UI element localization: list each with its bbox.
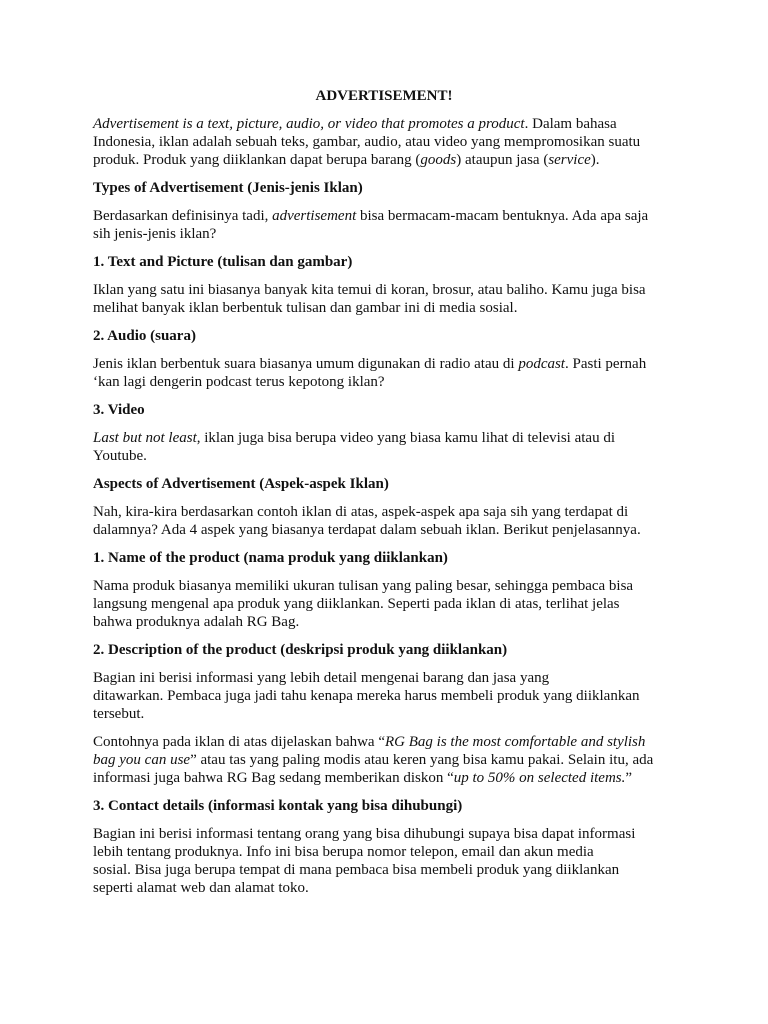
paragraph-line bbox=[93, 843, 594, 861]
section-heading bbox=[93, 179, 363, 197]
text-run: bahwa produknya adalah RG Bag. bbox=[93, 614, 300, 630]
italic-text: bag you can use bbox=[93, 752, 191, 768]
paragraph-line bbox=[93, 861, 619, 879]
section-heading bbox=[93, 401, 145, 419]
text-run: Indonesia, iklan adalah sebuah teks, gambar, audio, atau video yang mempromosikan suatu bbox=[93, 134, 641, 150]
section-heading bbox=[93, 475, 389, 493]
text-run: Types of Advertisement (Jenis-jenis Iklan) bbox=[93, 180, 363, 196]
text-run: melihat banyak iklan berbentuk tulisan dan gambar ini di media sosial. bbox=[93, 300, 518, 316]
paragraph-line bbox=[93, 225, 216, 243]
paragraph-line bbox=[93, 373, 385, 391]
text-run: bisa bermacam-macam bentuknya. Ada apa saja bbox=[356, 208, 649, 224]
paragraph-line bbox=[93, 521, 641, 539]
text-run: ‘kan lagi dengerin podcast terus kepotong iklan? bbox=[93, 374, 385, 390]
paragraph-line bbox=[93, 115, 617, 133]
text-run: ” atau tas yang paling modis atau keren yang bisa kamu pakai. Selain itu, ada bbox=[190, 752, 654, 768]
paragraph-line bbox=[93, 151, 600, 169]
text-run: 3. Video bbox=[93, 402, 145, 418]
italic-text: RG Bag is the most comfortable and stylish bbox=[385, 734, 646, 750]
text-run: 1. Text and Picture (tulisan dan gambar) bbox=[93, 254, 353, 270]
section-heading bbox=[93, 641, 507, 659]
text-run: Iklan yang satu ini biasanya banyak kita temui di koran, brosur, atau baliho. Kamu juga bisa bbox=[93, 282, 646, 298]
text-run: . Dalam bahasa bbox=[524, 116, 617, 132]
paragraph-line bbox=[93, 281, 646, 299]
text-run: Jenis iklan berbentuk suara biasanya umum digunakan di radio atau di bbox=[93, 356, 519, 372]
text-run: langsung mengenal apa produk yang diiklankan. Seperti pada iklan di atas, terlihat jelas bbox=[93, 596, 620, 612]
italic-text: service bbox=[548, 152, 591, 168]
section-heading bbox=[93, 253, 352, 271]
paragraph-line bbox=[93, 299, 517, 317]
document-title: ADVERTISEMENT! bbox=[315, 88, 453, 104]
text-run: sih jenis-jenis iklan? bbox=[93, 226, 217, 242]
paragraph-line bbox=[93, 879, 309, 897]
text-run: 3. Contact details (informasi kontak yang bisa dihubungi) bbox=[93, 798, 463, 814]
text-run: seperti alamat web dan alamat toko. bbox=[93, 880, 309, 896]
text-run: Aspects of Advertisement (Aspek-aspek Iklan) bbox=[93, 476, 389, 492]
text-run: Nah, kira-kira berdasarkan contoh iklan di atas, aspek-aspek apa saja sih yang terdapat di bbox=[93, 504, 629, 520]
text-run: Youtube. bbox=[93, 448, 147, 464]
paragraph-line bbox=[93, 133, 640, 151]
text-run: ). bbox=[590, 152, 600, 168]
italic-text: advertisement bbox=[272, 208, 357, 224]
text-run: 2. Audio (suara) bbox=[93, 328, 196, 344]
text-run: Nama produk biasanya memiliki ukuran tulisan yang paling besar, sehingga pembaca bisa bbox=[93, 578, 634, 594]
paragraph-line bbox=[93, 207, 648, 225]
paragraph-line bbox=[93, 613, 299, 631]
section-heading bbox=[93, 797, 462, 815]
text-run: Bagian ini berisi informasi yang lebih detail mengenai barang dan jasa yang bbox=[93, 670, 550, 686]
text-run: . Pasti pernah bbox=[564, 356, 647, 372]
paragraph-line bbox=[93, 503, 628, 521]
italic-text: podcast bbox=[518, 356, 565, 372]
paragraph-line bbox=[93, 705, 144, 723]
paragraph-line bbox=[93, 669, 549, 687]
text-run: produk. Produk yang diiklankan dapat berupa barang ( bbox=[93, 152, 421, 168]
paragraph-line bbox=[93, 687, 639, 705]
text-run: , iklan juga bisa berupa video yang biasa kamu lihat di televisi atau di bbox=[196, 430, 615, 446]
italic-text: Advertisement is a text, picture, audio, or video that promotes a product bbox=[93, 116, 525, 132]
paragraph-line bbox=[93, 595, 620, 613]
paragraph-line bbox=[93, 577, 633, 595]
text-run: Contohnya pada iklan di atas dijelaskan bahwa “ bbox=[93, 734, 385, 750]
section-heading bbox=[93, 327, 196, 345]
italic-text: Last but not least bbox=[93, 430, 197, 446]
text-run: Bagian ini berisi informasi tentang orang yang bisa dihubungi supaya bisa dapat informasi bbox=[93, 826, 636, 842]
paragraph-line bbox=[93, 825, 635, 843]
paragraph-line bbox=[93, 447, 147, 465]
paragraph-line bbox=[93, 733, 645, 751]
paragraph-line bbox=[93, 769, 632, 787]
paragraph-line bbox=[93, 751, 653, 769]
paragraph-line bbox=[93, 429, 615, 447]
text-run: Berdasarkan definisinya tadi, bbox=[93, 208, 273, 224]
text-run: informasi juga bahwa RG Bag sedang memberikan diskon “ bbox=[93, 770, 454, 786]
text-run: 1. Name of the product (nama produk yang diiklankan) bbox=[93, 550, 448, 566]
text-run: lebih tentang produknya. Info ini bisa berupa nomor telepon, email dan akun media bbox=[93, 844, 594, 860]
italic-text: goods bbox=[420, 152, 457, 168]
italic-text: up to 50% on selected items. bbox=[453, 770, 626, 786]
text-run: sosial. Bisa juga berupa tempat di mana pembaca bisa membeli produk yang diiklankan bbox=[93, 862, 620, 878]
text-run: dalamnya? Ada 4 aspek yang biasanya terdapat dalam sebuah iklan. Berikut penjelasannya. bbox=[93, 522, 641, 538]
text-run: ditawarkan. Pembaca juga jadi tahu kenapa mereka harus membeli produk yang diiklankan bbox=[93, 688, 640, 704]
text-run: tersebut. bbox=[93, 706, 145, 722]
section-heading bbox=[93, 549, 448, 567]
text-run: ) ataupun jasa ( bbox=[456, 152, 549, 168]
paragraph-line bbox=[93, 355, 646, 373]
text-run: ” bbox=[625, 770, 633, 786]
text-run: 2. Description of the product (deskripsi produk yang diiklankan) bbox=[93, 642, 508, 658]
